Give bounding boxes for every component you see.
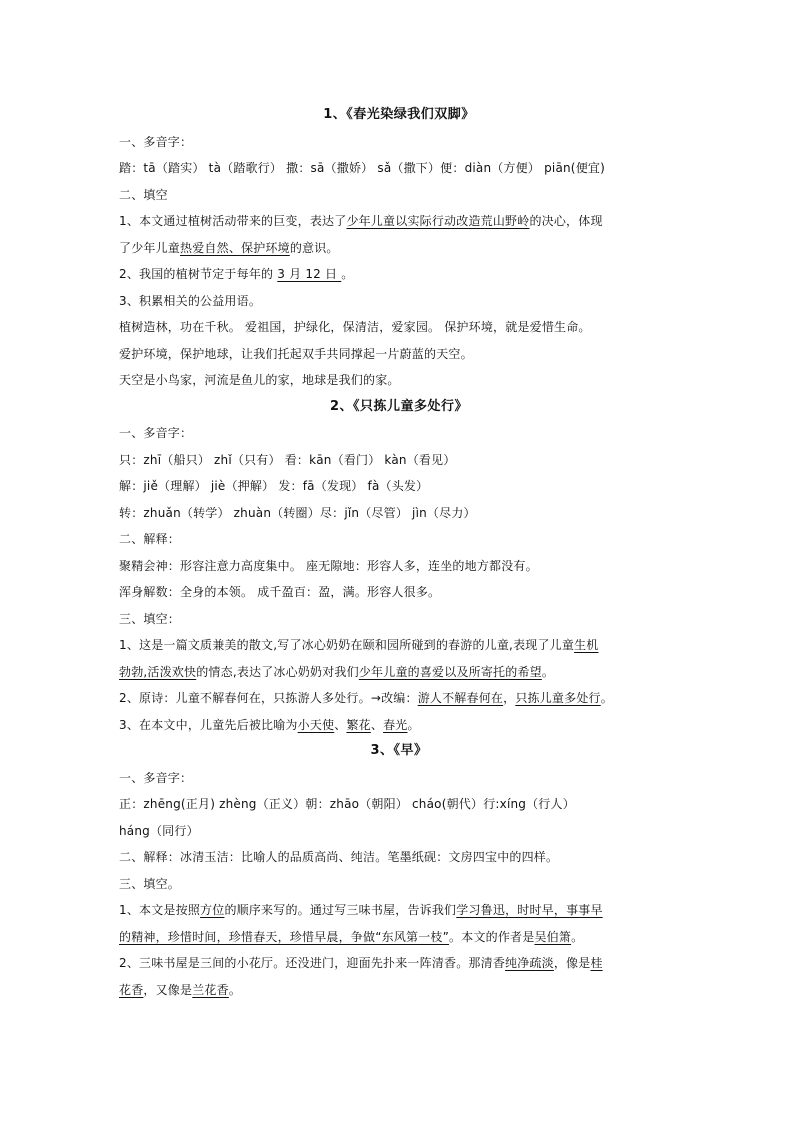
answer-text: 桂	[590, 956, 603, 970]
text-segment: 浑身解数：全身的本领。 成千盈百：盈，满。形容人很多。	[119, 585, 441, 599]
text-segment: 的意识。	[289, 240, 339, 255]
answer-text: 少年儿童的喜爱以及所寄托的希望	[358, 664, 542, 679]
text-line	[119, 208, 679, 235]
text-segment: 。	[541, 664, 555, 679]
text-segment: 2、我国的植树节定于每年的	[119, 267, 278, 281]
text-line	[119, 897, 679, 924]
text-segment: 转：zhuǎn（转学） zhuàn（转圈）尽：jǐn（尽管） jìn（尽力）	[119, 505, 476, 520]
text-line	[119, 288, 679, 315]
text-line	[119, 712, 679, 739]
text-segment: 、	[334, 717, 347, 732]
text-segment: 爱护环境，保护地球，让我们托起双手共同撑起一片蔚蓝的天空。	[119, 346, 473, 361]
text-segment: 2、原诗：儿童不解春何在，只拣游人多处行。→改编：	[119, 691, 418, 705]
text-line	[119, 977, 679, 1004]
text-segment: 正：zhēng(正月) zhèng（正义）朝：zhāo（朝阳） cháo(朝代）行:xíng（行人）	[119, 797, 575, 811]
text-segment: ，又像是	[143, 982, 193, 997]
text-line	[119, 129, 679, 156]
text-line	[119, 261, 679, 288]
text-line	[119, 844, 679, 871]
text-segment: 1、本文通过植树活动带来的巨变，表达了	[119, 214, 347, 228]
text-segment: 。	[341, 267, 354, 281]
text-segment: 。	[407, 717, 420, 732]
answer-text: 3 月 12 日	[277, 267, 342, 281]
section-1	[119, 102, 679, 394]
answer-text: 学习鲁迅，时时早，事事早	[456, 903, 603, 917]
text-segment: 。	[228, 982, 242, 997]
text-segment: 三、填空：	[119, 611, 181, 626]
section-title: 2、《只拣儿童多处行》	[329, 398, 469, 414]
text-segment: 天空是小鸟家，河流是鱼儿的家，地球是我们的家。	[119, 373, 400, 387]
section-title: 3、《早》	[370, 743, 428, 758]
text-segment: 一、多音字：	[119, 134, 193, 149]
answer-text: 少年儿童以实际行动改造荒山野岭	[346, 214, 530, 228]
text-segment: 了少年儿童	[119, 240, 181, 255]
answer-text: 方位	[200, 903, 225, 917]
text-segment: 植树造林，功在千秋。 爱祖国，护绿化，保清洁，爱家园。 保护环境，就是爱惜生命。	[119, 320, 591, 334]
text-line	[119, 341, 679, 368]
text-line	[119, 871, 679, 898]
text-segment: 二、填空	[119, 187, 168, 202]
text-segment: 2、三味书屋是三间的小花厅。还没进门，迎面先扑来一阵清香。那清香	[119, 956, 506, 970]
text-segment: 一、多音字：	[119, 770, 193, 785]
text-line	[119, 950, 679, 977]
answer-text: 的精神，珍惜时间，珍惜春天，珍惜早晨，争做“东风第一枝”	[119, 929, 450, 944]
text-line	[119, 473, 679, 500]
text-segment: 三、填空。	[119, 876, 181, 891]
document-body	[119, 102, 679, 1003]
text-line	[119, 818, 679, 845]
text-line	[119, 606, 679, 633]
text-segment: 解：jiě（理解） jiè（押解） 发：fā（发现） fà（头发）	[119, 479, 429, 493]
text-segment: 的决心，体现	[529, 214, 603, 228]
section-2	[119, 394, 679, 739]
text-line	[119, 367, 679, 394]
text-line	[119, 924, 679, 951]
text-segment: 二、解释：冰清玉洁：比喻人的品质高尚、纯洁。笔墨纸砚：文房四宝中的四样。	[119, 850, 559, 864]
text-line	[119, 685, 679, 712]
text-line	[119, 420, 679, 447]
answer-text: 只拣儿童多处行	[515, 691, 601, 705]
text-segment: 3、在本文中，儿童先后被比喻为	[119, 717, 298, 732]
answer-text: 兰花香	[192, 982, 229, 997]
text-segment: ，	[503, 691, 516, 705]
text-segment: 1、这是一篇文质兼美的散文,写了冰心奶奶在颐和园所碰到的春游的儿童,表现了儿童	[119, 638, 575, 652]
text-segment: 。	[600, 691, 613, 705]
text-line	[119, 579, 679, 606]
answer-text: 生机	[574, 638, 599, 652]
text-segment: 踏：tā（踏实） tà（踏歌行） 撒：sā（撒娇） sǎ（撒下）便：diàn（方便） piān(便宜)	[119, 161, 605, 175]
answer-text: 花香	[119, 982, 144, 997]
text-line	[119, 659, 679, 686]
answer-text: 小天使	[297, 717, 335, 732]
text-segment: 聚精会神：形容注意力高度集中。 座无隙地：形容人多，连坐的地方都没有。	[119, 558, 538, 573]
section-title: 1、《春光染绿我们双脚》	[323, 107, 475, 122]
answer-text: 热爱自然、保护环境	[180, 240, 290, 255]
text-line	[119, 447, 679, 474]
answer-text: 春光	[383, 717, 408, 732]
text-segment: 、	[370, 717, 384, 732]
text-line	[119, 314, 679, 341]
text-segment: 。本文的作者是	[449, 929, 535, 944]
answer-text: 游人不解春何在	[417, 691, 504, 705]
text-segment: 的情态,表达了冰心奶奶对我们	[196, 664, 359, 679]
text-line	[119, 235, 679, 262]
section-3	[119, 738, 679, 1003]
text-segment: ，像是	[553, 956, 591, 970]
text-line	[119, 553, 679, 580]
text-segment: 二、解释：	[119, 532, 181, 546]
text-line	[119, 500, 679, 527]
text-line	[119, 526, 679, 553]
text-line	[119, 632, 679, 659]
text-segment: 的顺序来写的。通过写三味书屋，告诉我们	[224, 903, 457, 917]
text-segment: 。	[571, 929, 584, 944]
answer-text: 繁花	[346, 717, 371, 732]
answer-text: 吴伯箫	[534, 929, 572, 944]
answer-text: 纯净疏淡	[505, 956, 554, 970]
text-line	[119, 765, 679, 792]
text-line	[119, 182, 679, 209]
text-segment: 3、积累相关的公益用语。	[119, 293, 262, 308]
text-segment: 一、多音字：	[119, 426, 193, 440]
text-segment: 只：zhī（船只） zhǐ（只有） 看：kān（看门） kàn（看见）	[119, 452, 456, 467]
text-segment: 1、本文是按照	[119, 903, 201, 917]
answer-text: 勃勃,活泼欢快	[119, 664, 197, 679]
text-line	[119, 791, 679, 818]
text-segment: háng（同行）	[119, 823, 199, 838]
text-line	[119, 155, 679, 182]
